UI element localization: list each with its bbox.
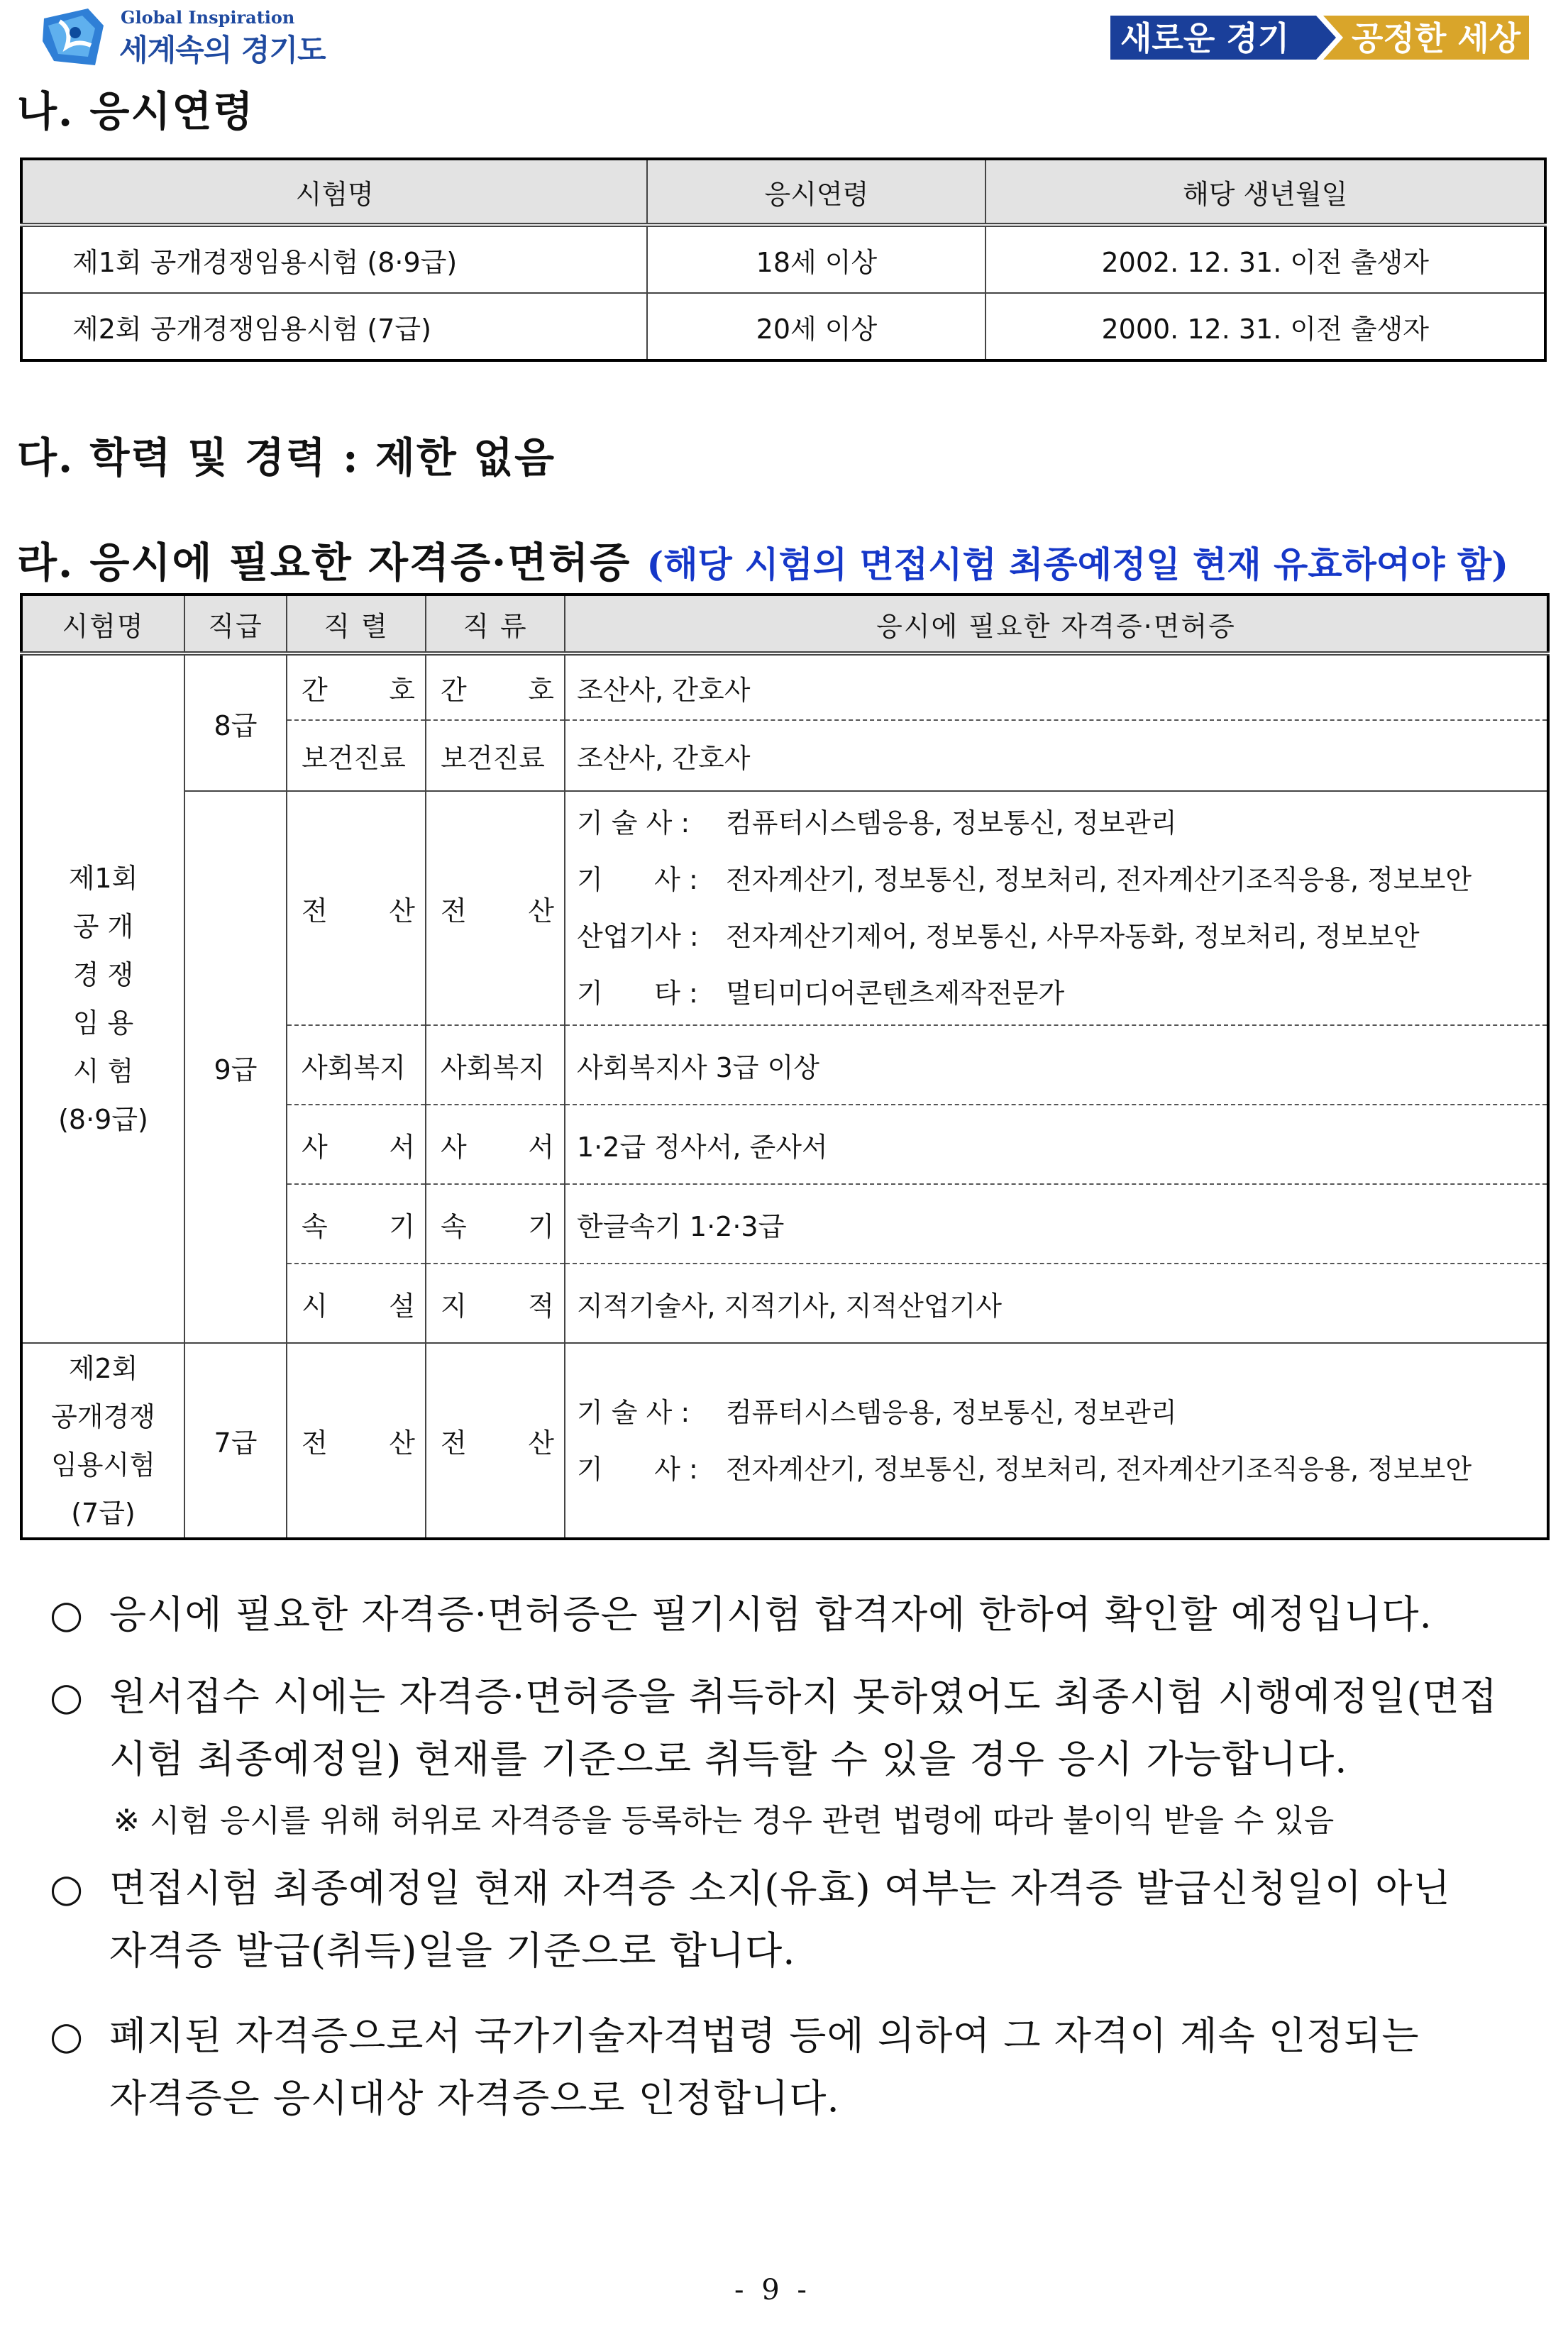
bullet-text: 자격증 발급(취득)일을 기준으로 합니다. bbox=[109, 1928, 796, 1973]
bullet-item bbox=[50, 1857, 1554, 1982]
series-cell bbox=[287, 1343, 426, 1539]
gyeonggi-logo-icon bbox=[38, 4, 109, 70]
class-cell bbox=[426, 791, 565, 1025]
class-char: 산 bbox=[528, 1427, 554, 1459]
exam1-line: (8·9급) bbox=[58, 1104, 148, 1135]
exam2-name-cell bbox=[21, 1343, 184, 1539]
slogan-left: 새로운 경기 bbox=[1120, 19, 1290, 57]
bullet-text: 원서접수 시에는 자격증·면허증을 취득하지 못하였어도 최종시험 시행예정일(면접 bbox=[109, 1674, 1498, 1719]
slogan-right: 공정한 세상 bbox=[1352, 19, 1521, 57]
bullet-marker: ○ bbox=[50, 1674, 84, 1719]
col-header-age: 응시연령 bbox=[647, 159, 985, 225]
series-char: 전 bbox=[302, 895, 328, 927]
grade-cell: 9급 bbox=[184, 791, 287, 1343]
page-number: - 9 - bbox=[734, 2274, 811, 2306]
birth-cell: 2000. 12. 31. 이전 출생자 bbox=[985, 293, 1545, 360]
bullet-text: 면접시험 최종예정일 현재 자격증 소지(유효) 여부는 자격증 발급신청일이 아닌 bbox=[109, 1866, 1451, 1911]
col-header-exam: 시험명 bbox=[21, 159, 647, 225]
license-table bbox=[20, 593, 1550, 1540]
class-char: 전 bbox=[441, 895, 467, 927]
age-cell: 18세 이상 bbox=[647, 225, 985, 293]
warning-note: ※ 시험 응시를 위해 허위로 자격증을 등록하는 경우 관련 법령에 따라 불이익 받을 수 있음 bbox=[114, 1803, 1335, 1839]
class-cell bbox=[426, 1105, 565, 1184]
col-header-grade: 직급 bbox=[184, 595, 287, 653]
logo-title: 세계속의 경기도 bbox=[119, 33, 326, 67]
grade-cell: 7급 bbox=[184, 1343, 287, 1539]
requirement-label: 기 사 : bbox=[577, 864, 698, 895]
requirement-cell: 1·2급 정사서, 준사서 bbox=[565, 1105, 1548, 1184]
series-char: 기 bbox=[389, 1210, 415, 1242]
section-license-label: 라. 응시에 필요한 자격증·면허증 bbox=[17, 538, 631, 587]
class-char: 지 bbox=[441, 1290, 467, 1322]
col-header-birth: 해당 생년월일 bbox=[985, 159, 1545, 225]
requirement-label: 산업기사 : bbox=[577, 921, 699, 952]
section-license-title bbox=[17, 529, 1508, 589]
requirement-text: 멀티미디어콘텐츠제작전문가 bbox=[726, 978, 1065, 1009]
class-char: 기 bbox=[528, 1210, 554, 1242]
table-row bbox=[21, 225, 1545, 293]
requirement-line bbox=[577, 1441, 1547, 1498]
exam1-line: 임 용 bbox=[72, 1007, 134, 1039]
requirement-cell: 조산사, 간호사 bbox=[577, 674, 751, 706]
requirement-cell: 한글속기 1·2·3급 bbox=[565, 1184, 1548, 1264]
class-cell bbox=[426, 653, 565, 720]
age-table bbox=[20, 157, 1547, 362]
bullet-item bbox=[50, 1583, 1554, 1646]
table-row bbox=[21, 653, 1548, 720]
requirement-label: 기 술 사 : bbox=[577, 1396, 690, 1428]
class-char: 서 bbox=[528, 1131, 554, 1163]
col-header-requirement: 응시에 필요한 자격증·면허증 bbox=[565, 595, 1548, 653]
exam2-line: 제2회 bbox=[68, 1352, 138, 1384]
class-char: 산 bbox=[528, 895, 554, 927]
requirement-line bbox=[577, 1384, 1547, 1441]
exam-name-cell: 제1회 공개경쟁임용시험 (8·9급) bbox=[21, 225, 647, 293]
requirement-cell: 조산사, 간호사 bbox=[565, 720, 1548, 791]
exam-name-cell: 제2회 공개경쟁임용시험 (7급) bbox=[21, 293, 647, 360]
exam1-line: 경 쟁 bbox=[72, 959, 134, 990]
series-char: 설 bbox=[389, 1290, 415, 1322]
section-age-title: 나. 응시연령 bbox=[17, 87, 255, 136]
class-char: 간 bbox=[441, 674, 467, 706]
series-char: 시 bbox=[302, 1290, 328, 1322]
class-cell: 보건진료 bbox=[426, 720, 565, 791]
class-cell bbox=[426, 1184, 565, 1264]
requirement-label: 기 술 사 : bbox=[577, 807, 690, 839]
series-char: 전 bbox=[302, 1427, 328, 1459]
requirement-cell bbox=[565, 1343, 1548, 1539]
requirement-text: 전자계산기, 정보통신, 정보처리, 전자계산기조직응용, 정보보안 bbox=[726, 1453, 1472, 1485]
bullet-text: 시험 최종예정일) 현재를 기준으로 취득할 수 있을 경우 응시 가능합니다. bbox=[109, 1737, 1348, 1781]
requirement-line bbox=[577, 965, 1547, 1022]
series-cell bbox=[287, 1264, 426, 1343]
class-char: 적 bbox=[528, 1290, 554, 1322]
bullet-text: 응시에 필요한 자격증·면허증은 필기시험 합격자에 한하여 확인할 예정입니다. bbox=[109, 1592, 1432, 1637]
requirement-line bbox=[577, 795, 1547, 851]
series-cell bbox=[287, 791, 426, 1025]
exam2-line: (7급) bbox=[71, 1497, 136, 1529]
bullet-text: 폐지된 자격증으로서 국가기술자격법령 등에 의하여 그 자격이 계속 인정되는 bbox=[109, 2013, 1420, 2058]
table-row bbox=[21, 1343, 1548, 1539]
series-char: 서 bbox=[389, 1131, 415, 1163]
requirement-label: 기 사 : bbox=[577, 1453, 698, 1485]
col-header-exam: 시험명 bbox=[21, 595, 184, 653]
class-char: 사 bbox=[441, 1131, 467, 1163]
class-cell: 사회복지 bbox=[426, 1025, 565, 1105]
series-char: 사 bbox=[302, 1131, 328, 1163]
grade-cell: 8급 bbox=[184, 653, 287, 791]
col-header-series: 직 렬 bbox=[287, 595, 426, 653]
class-char: 속 bbox=[441, 1210, 467, 1242]
logo-tagline: Global Inspiration bbox=[121, 7, 295, 28]
col-header-class: 직 류 bbox=[426, 595, 565, 653]
exam1-line: 공 개 bbox=[72, 911, 134, 942]
bullet-item bbox=[50, 2005, 1554, 2130]
class-cell bbox=[426, 1343, 565, 1539]
bullet-marker: ○ bbox=[50, 1592, 84, 1637]
series-cell bbox=[287, 1184, 426, 1264]
bullet-marker: ○ bbox=[50, 2013, 84, 2058]
exam1-line: 시 험 bbox=[72, 1056, 134, 1087]
exam2-line: 공개경쟁 bbox=[51, 1400, 155, 1432]
requirement-text: 전자계산기, 정보통신, 정보처리, 전자계산기조직응용, 정보보안 bbox=[726, 864, 1472, 895]
series-char: 간 bbox=[302, 674, 328, 706]
series-char: 산 bbox=[389, 1427, 415, 1459]
bullet-item bbox=[50, 1666, 1554, 1791]
requirement-cell bbox=[565, 791, 1548, 1025]
series-cell bbox=[287, 653, 426, 720]
series-char: 속 bbox=[302, 1210, 328, 1242]
requirement-label: 기 타 : bbox=[577, 978, 698, 1009]
section-education-title: 다. 학력 및 경력 : 제한 없음 bbox=[17, 433, 556, 482]
requirement-cell: 사회복지사 3급 이상 bbox=[565, 1025, 1548, 1105]
requirement-line bbox=[577, 851, 1547, 908]
table-row bbox=[21, 791, 1548, 1025]
exam1-name-cell bbox=[21, 653, 184, 1343]
requirement-text: 컴퓨터시스템응용, 정보통신, 정보관리 bbox=[726, 1396, 1177, 1428]
class-cell bbox=[426, 1264, 565, 1343]
class-char: 전 bbox=[441, 1427, 467, 1459]
slogan-banner bbox=[1110, 13, 1529, 62]
series-char: 호 bbox=[389, 674, 415, 706]
birth-cell: 2002. 12. 31. 이전 출생자 bbox=[985, 225, 1545, 293]
series-cell: 보건진료 bbox=[287, 720, 426, 791]
class-char: 호 bbox=[528, 674, 554, 706]
exam2-line: 임용시험 bbox=[51, 1449, 155, 1481]
bullet-text: 자격증은 응시대상 자격증으로 인정합니다. bbox=[109, 2076, 840, 2121]
requirement-text: 컴퓨터시스템응용, 정보통신, 정보관리 bbox=[726, 807, 1177, 839]
requirement-text: 전자계산기제어, 정보통신, 사무자동화, 정보처리, 정보보안 bbox=[726, 921, 1420, 952]
bullet-marker: ○ bbox=[50, 1866, 84, 1911]
age-cell: 20세 이상 bbox=[647, 293, 985, 360]
series-char: 산 bbox=[389, 895, 415, 927]
requirement-line bbox=[577, 908, 1547, 965]
table-row bbox=[21, 293, 1545, 360]
section-license-note: (해당 시험의 면접시험 최종예정일 현재 유효하여야 함) bbox=[646, 543, 1508, 585]
requirement-cell: 지적기술사, 지적기사, 지적산업기사 bbox=[565, 1264, 1548, 1343]
series-cell: 사회복지 bbox=[287, 1025, 426, 1105]
exam1-line: 제1회 bbox=[68, 863, 138, 894]
series-cell bbox=[287, 1105, 426, 1184]
